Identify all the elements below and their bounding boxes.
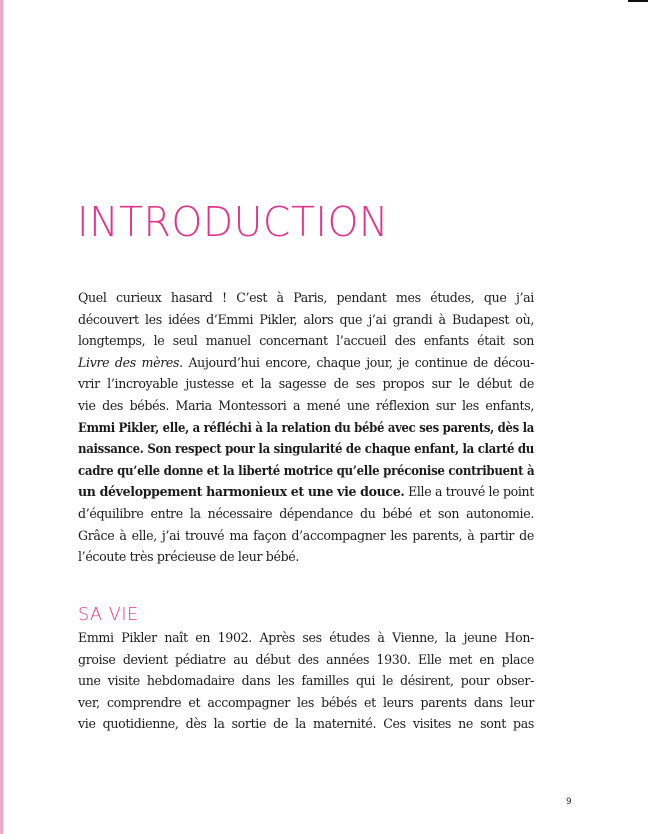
section-heading: SA VIE — [78, 605, 139, 625]
text-line: Grâce à elle, j’ai trouvé ma façon d’accompagner les parents, à partir de — [78, 527, 534, 543]
text-line: vie des bébés. Maria Montessori a mené une réflexion sur les enfants, — [78, 397, 534, 413]
text-line: l’écoute très précieuse de leur bébé. — [78, 549, 300, 565]
text-line: longtemps, le seul manuel concernant l’accueil des enfants était son — [78, 333, 534, 349]
highlighted-fragment: un développement harmonieux et une vie douce. — [78, 484, 405, 500]
text-line — [78, 481, 533, 503]
chapter-title: INTRODUCTION — [77, 198, 389, 246]
book-title-italic: Livre des mères — [78, 354, 180, 370]
text-line: vie quotidienne, dès la sortie de la maternité. Ces visites ne sont pas — [78, 716, 534, 732]
section-paragraph — [78, 627, 534, 735]
text-line — [78, 352, 534, 374]
text-line: une visite hebdomadaire dans les familles qui le désirent, pour obser- — [78, 673, 534, 689]
text-line: ver, comprendre et accompagner les bébés et leurs parents dans leur — [78, 694, 534, 710]
highlighted-line: naissance. Son respect pour la singularité de chaque enfant, la clarté du — [78, 441, 535, 457]
text-line: groise devient pédiatre au début des années 1930. Elle met en place — [78, 651, 534, 667]
text-line: découvert les idées d’Emmi Pikler, alors que j’ai grandi à Budapest où, — [78, 311, 534, 327]
page-edge-stripe — [0, 0, 3, 834]
text-line: d’équilibre entre la nécessaire dépendance du bébé et son autonomie. — [78, 505, 534, 521]
highlighted-line: Emmi Pikler, elle, a réfléchi à la relation du bébé avec ses parents, dès la — [78, 419, 535, 435]
page-number: 9 — [566, 797, 572, 807]
intro-paragraph — [78, 287, 534, 568]
text-fragment: Elle a trouvé le point — [404, 484, 534, 500]
highlighted-line: cadre qu’elle donne et la liberté motrice qu’elle préconise contribuent à — [78, 462, 535, 478]
text-line: vrir l’incroyable justesse et la sagesse de ses propos sur le début de — [78, 376, 534, 392]
crop-mark — [628, 0, 648, 2]
text-line: Emmi Pikler naît en 1902. Après ses études à Vienne, la jeune Hon- — [78, 630, 534, 645]
text-fragment: . Aujourd’hui encore, chaque jour, je continue de décou- — [179, 354, 534, 370]
text-line: Quel curieux hasard ! C’est à Paris, pendant mes études, que j’ai — [78, 290, 534, 305]
